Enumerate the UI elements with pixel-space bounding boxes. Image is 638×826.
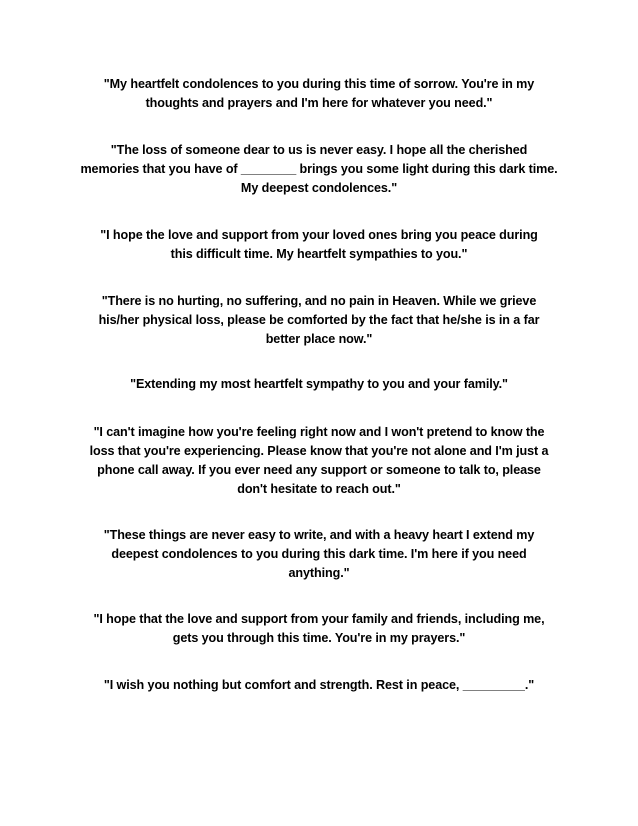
condolence-quote-4: "There is no hurting, no suffering, and no pain in Heaven. While we grieve his/her physical loss, please be comforted by the fact that he/she is in a far better place now." xyxy=(98,294,540,346)
condolence-quote-7: "These things are never easy to write, and with a heavy heart I extend my deepest condolences to you during this dark time. I'm here if you need anything." xyxy=(103,528,535,580)
condolence-quote-8: "I hope that the love and support from your family and friends, including me, gets you through this time. You're in my prayers." xyxy=(93,612,545,645)
condolence-quote-1: "My heartfelt condolences to you during this time of sorrow. You're in my thoughts and prayers and I'm here for whatever you need." xyxy=(103,77,535,110)
condolence-quote-3: "I hope the love and support from your loved ones bring you peace during this difficult time. My heartfelt sympathies to you." xyxy=(100,228,538,261)
condolence-quote-6: "I can't imagine how you're feeling right now and I won't pretend to know the loss that you're experiencing. Please know that you're not alone and I'm just a phone call away. If you ever need any support or someone to talk to, please don't hesitate to reach out." xyxy=(89,425,549,496)
condolence-quote-2: "The loss of someone dear to us is never easy. I hope all the cherished memories that you have of ________ brings you some light during this dark time. My deepest condolences." xyxy=(80,143,558,195)
condolence-quote-9: "I wish you nothing but comfort and strength. Rest in peace, _________." xyxy=(103,678,535,692)
condolence-quote-5: "Extending my most heartfelt sympathy to you and your family." xyxy=(130,377,508,391)
